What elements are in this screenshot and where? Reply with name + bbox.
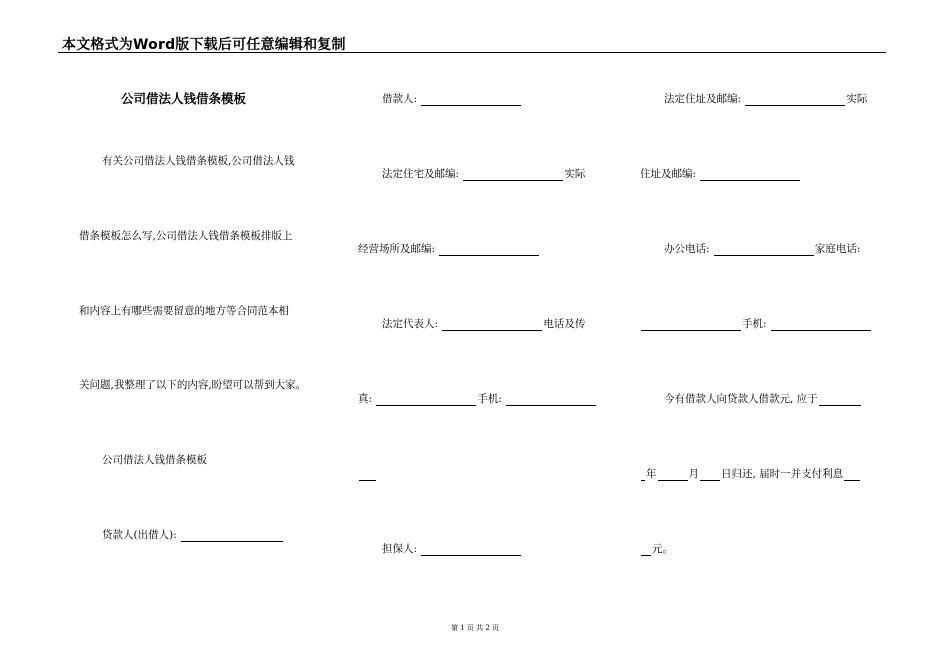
document-title: 公司借法人钱借条模板 xyxy=(121,91,247,106)
fax-mobile-field xyxy=(358,392,597,406)
loan-statement xyxy=(664,392,862,406)
borrower-blank[interactable] xyxy=(421,94,521,106)
yuan-text: 元。 xyxy=(652,543,673,555)
lender-blank[interactable] xyxy=(181,530,283,542)
lender-label: 贷款人(出借人): xyxy=(102,529,181,541)
phone-field xyxy=(664,242,860,256)
legal-address-field xyxy=(382,167,585,181)
interest-amount-blank[interactable] xyxy=(641,544,651,556)
due-date-blank[interactable] xyxy=(819,394,861,406)
intro-line-4: 关问题,我整理了以下的内容,盼望可以帮到大家。 xyxy=(79,379,307,391)
borrower-field xyxy=(382,92,522,106)
amount-continuation xyxy=(358,467,377,481)
actual-address-blank[interactable] xyxy=(700,169,800,181)
guarantor-field xyxy=(382,542,522,556)
amount-blank-continuation[interactable] xyxy=(359,469,376,481)
month-blank[interactable] xyxy=(658,469,688,481)
mobile-field xyxy=(640,317,872,331)
page-footer: 第 1 页 共 2 页 xyxy=(450,624,500,632)
mobile-blank-2[interactable] xyxy=(771,319,871,331)
day-text: 日归还, 届时一并支付利息 xyxy=(721,468,844,480)
guarantor-label: 担保人: xyxy=(382,543,421,555)
legal-address-blank[interactable] xyxy=(463,169,563,181)
column-1 xyxy=(0,0,340,672)
year-label: 年 xyxy=(646,468,657,480)
borrower-label: 借款人: xyxy=(382,93,421,105)
fax-blank[interactable] xyxy=(376,394,476,406)
legal-rep-label: 法定代表人: xyxy=(382,318,442,330)
legal-address-field-2 xyxy=(664,92,867,106)
legal-address-label-2: 法定住址及邮编: xyxy=(664,93,745,105)
page-header-title: 本文格式为Word版下载后可任意编辑和复制 xyxy=(62,37,346,53)
day-blank[interactable] xyxy=(700,469,720,481)
business-address-field xyxy=(358,242,540,256)
legal-rep-field xyxy=(382,317,585,331)
mobile-label-2: 手机: xyxy=(742,318,770,330)
intro-line-1: 有关公司借法人钱借条模板,公司借法人钱 xyxy=(102,155,295,167)
mobile-blank[interactable] xyxy=(506,394,596,406)
due-date-line xyxy=(640,467,861,481)
column-2 xyxy=(340,0,620,672)
business-address-blank[interactable] xyxy=(439,244,539,256)
mobile-label: 手机: xyxy=(477,393,506,405)
home-phone-label: 家庭电话: xyxy=(814,243,861,255)
legal-address-suffix-2: 实际 xyxy=(846,93,868,105)
intro-line-3: 和内容上有哪些需要留意的地方等合同范本相 xyxy=(79,305,289,317)
legal-rep-blank[interactable] xyxy=(442,319,542,331)
legal-address-blank-2[interactable] xyxy=(745,94,845,106)
actual-address-label: 住址及邮编: xyxy=(640,168,700,180)
fax-label: 真: xyxy=(358,393,376,405)
intro-line-2: 借条模板怎么写,公司借法人钱借条模板排版上 xyxy=(79,230,293,242)
interest-amount-line xyxy=(640,542,673,556)
lender-field xyxy=(102,528,284,542)
interest-blank[interactable] xyxy=(844,469,860,481)
subtitle: 公司借法人钱借条模板 xyxy=(102,454,207,466)
business-address-label: 经营场所及邮编: xyxy=(358,243,439,255)
phone-fax-suffix: 电话及传 xyxy=(543,318,586,330)
year-blank[interactable] xyxy=(641,469,645,481)
guarantor-blank[interactable] xyxy=(421,544,521,556)
office-phone-blank[interactable] xyxy=(714,244,814,256)
legal-address-suffix: 实际 xyxy=(564,168,586,180)
month-label: 月 xyxy=(688,468,699,480)
office-phone-label: 办公电话: xyxy=(664,243,713,255)
home-phone-blank[interactable] xyxy=(641,319,741,331)
loan-statement-text: 今有借款人向贷款人借款元, 应于 xyxy=(664,393,818,405)
actual-address-field xyxy=(640,167,801,181)
column-3 xyxy=(620,0,920,672)
legal-address-label: 法定住宅及邮编: xyxy=(382,168,463,180)
